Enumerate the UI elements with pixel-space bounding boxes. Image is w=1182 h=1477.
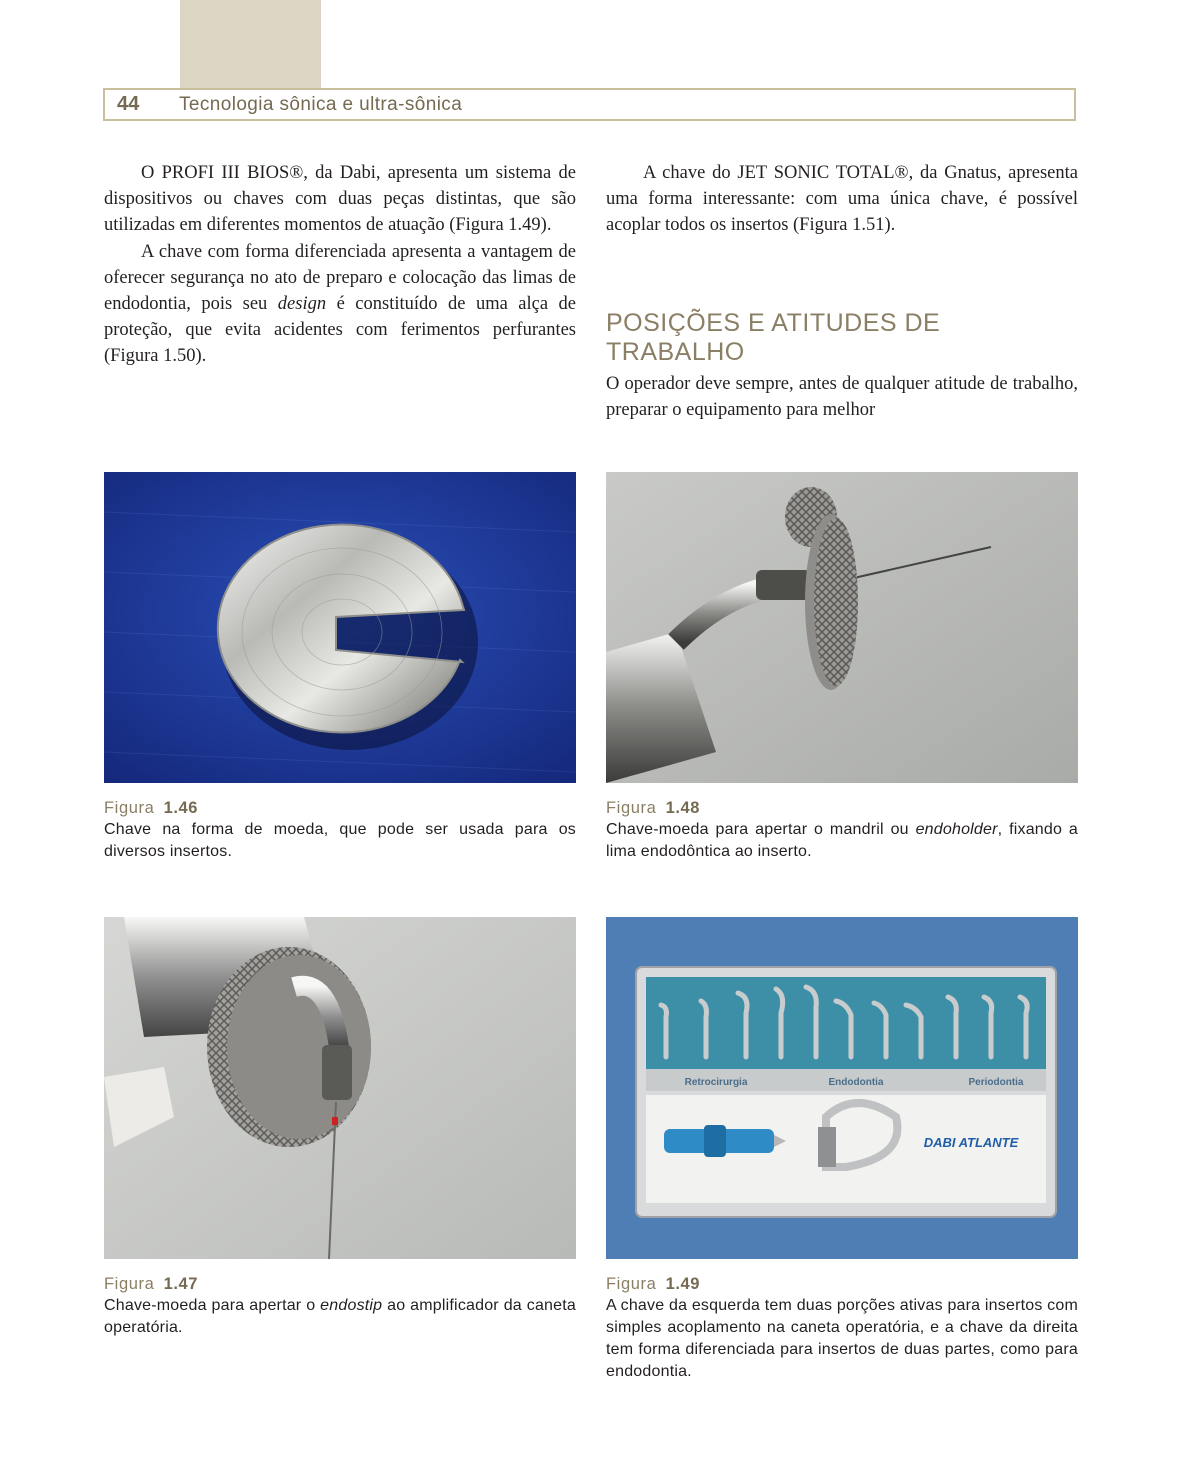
left-text-column bbox=[104, 160, 576, 369]
caption-text: , fixando a lima endodôntica ao inserto. bbox=[606, 821, 1078, 860]
figure-1-49 bbox=[606, 917, 1078, 1383]
figure-number: 1.49 bbox=[665, 1275, 701, 1293]
figure-caption bbox=[606, 819, 1078, 863]
right-text-column bbox=[606, 160, 1078, 423]
caption-emphasis: endoholder bbox=[915, 821, 998, 838]
caption-text: ao amplificador da caneta operatória. bbox=[104, 1297, 576, 1336]
kit-section-label: Endodontia bbox=[828, 1077, 884, 1088]
kit-section-label: Retrocirurgia bbox=[684, 1077, 748, 1088]
kit-section-label: Periodontia bbox=[968, 1077, 1024, 1088]
figure-number: 1.47 bbox=[163, 1275, 199, 1293]
figure-label bbox=[104, 1275, 576, 1294]
figure-caption: Chave na forma de moeda, que pode ser usada para os diversos insertos. bbox=[104, 821, 576, 860]
paragraph-text: A chave com forma diferenciada apresenta a vantagem de oferecer segurança no ato de preparo e colocação das limas de endodontia, pois seu bbox=[104, 242, 576, 314]
figure-label bbox=[606, 1275, 1078, 1294]
figure-label bbox=[606, 799, 1078, 818]
paragraph: O PROFI III BIOS®, da Dabi, apresenta um sistema de dispositivos ou chaves com duas peças distintas, que são utilizadas em diferentes momentos de atuação (Figura 1.49). bbox=[104, 163, 576, 235]
coin-key-photo bbox=[104, 472, 576, 783]
figure-label bbox=[104, 799, 576, 818]
coin-key-mandrel-photo bbox=[606, 472, 1078, 783]
paragraph: A chave do JET SONIC TOTAL®, da Gnatus, apresenta uma forma interessante: com uma única chave, é possível acoplar todos os insertos (Figura 1.51). bbox=[606, 163, 1078, 235]
insert-kit-illustration bbox=[606, 917, 1078, 1259]
section-heading: POSIÇÕES E ATITUDES DE TRABALHO bbox=[606, 309, 941, 366]
coin-key-endostip-photo bbox=[104, 917, 576, 1259]
paragraph: O operador deve sempre, antes de qualquer atitude de trabalho, preparar o equipamento para melhor bbox=[606, 374, 1078, 420]
figure-number: 1.48 bbox=[665, 799, 701, 817]
coin-key-illustration bbox=[104, 472, 576, 783]
figure-label-word: Figura bbox=[104, 799, 155, 817]
running-header bbox=[103, 88, 1076, 121]
figure-caption: A chave da esquerda tem duas porções ativas para insertos com simples acoplamento na caneta operatória, e a chave da direita tem forma diferenciada para insertos de duas partes, como para endodontia. bbox=[606, 1297, 1079, 1380]
caption-text: Chave-moeda para apertar o mandril ou bbox=[606, 821, 916, 838]
figure-number: 1.46 bbox=[163, 799, 199, 817]
figure-label-word: Figura bbox=[606, 1275, 657, 1293]
figure-label-word: Figura bbox=[606, 799, 657, 817]
mandrel-illustration bbox=[606, 472, 1078, 783]
emphasis-text: design bbox=[277, 294, 327, 314]
paragraph-text: é constituído de uma alça de proteção, que evita acidentes com ferimentos perfurantes (Figura 1.50). bbox=[104, 294, 577, 366]
caption-text: Chave-moeda para apertar o bbox=[104, 1297, 321, 1314]
paragraph bbox=[104, 239, 576, 369]
brand-logo-text: DABI ATLANTE bbox=[923, 1135, 1019, 1150]
figure-1-47 bbox=[104, 917, 576, 1339]
endostip-illustration bbox=[104, 917, 576, 1259]
figure-1-48 bbox=[606, 472, 1078, 863]
figure-caption bbox=[104, 1295, 576, 1339]
figure-label-word: Figura bbox=[104, 1275, 155, 1293]
page-number: 44 bbox=[117, 93, 140, 115]
running-title: Tecnologia sônica e ultra-sônica bbox=[179, 93, 463, 115]
insert-kit-photo bbox=[606, 917, 1078, 1259]
figure-1-46 bbox=[104, 472, 576, 863]
header-tab-block bbox=[180, 0, 321, 88]
caption-emphasis: endostip bbox=[320, 1297, 383, 1314]
